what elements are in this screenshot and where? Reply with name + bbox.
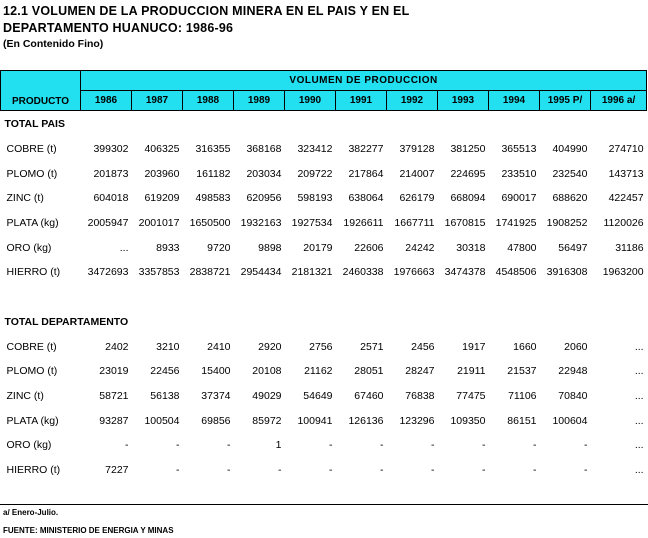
value-cell: 2001017 xyxy=(138,217,180,230)
value-cell: - xyxy=(584,439,588,452)
value-cell: 109350 xyxy=(450,414,486,427)
value-cell: 8933 xyxy=(156,241,180,254)
value-cell: ... xyxy=(634,390,644,403)
header-year: 1986 xyxy=(81,91,132,111)
header-year: 1995 P/ xyxy=(540,91,591,111)
value-cell: 31186 xyxy=(615,241,644,254)
value-cell: - xyxy=(380,463,384,476)
value-cell: 498583 xyxy=(195,192,231,205)
value-cell: 406325 xyxy=(144,143,180,156)
value-cell: 56138 xyxy=(150,390,180,403)
value-cell: 4548506 xyxy=(495,266,537,279)
value-cell: 22606 xyxy=(354,241,384,254)
value-cell: 620956 xyxy=(246,192,282,205)
value-cell: 100941 xyxy=(297,414,333,427)
value-cell: 69856 xyxy=(201,414,231,427)
source-note: FUENTE: MINISTERIO DE ENERGIA Y MINAS xyxy=(3,526,174,535)
header-year: 1990 xyxy=(285,91,336,111)
value-cell: 316355 xyxy=(195,143,231,156)
value-cell: 58721 xyxy=(99,390,129,403)
value-cell: 3210 xyxy=(156,340,180,353)
table-body xyxy=(1,111,647,483)
value-cell: 323412 xyxy=(297,143,333,156)
value-cell: - xyxy=(533,439,537,452)
value-cell: 70840 xyxy=(558,390,588,403)
row-label: HIERRO (t) xyxy=(6,266,61,279)
table-row xyxy=(1,211,647,236)
value-cell: 2571 xyxy=(360,340,384,353)
section-title: TOTAL PAIS xyxy=(4,118,65,130)
row-label: HIERRO (t) xyxy=(6,463,61,476)
value-cell: 1670815 xyxy=(444,217,486,230)
value-cell: - xyxy=(125,439,129,452)
value-cell: - xyxy=(176,439,180,452)
value-cell: 71106 xyxy=(508,390,537,403)
value-cell: 1926611 xyxy=(343,217,384,230)
value-cell: 47800 xyxy=(507,241,537,254)
value-cell: 2954434 xyxy=(240,266,282,279)
value-cell: 404990 xyxy=(552,143,588,156)
value-cell: 626179 xyxy=(399,192,435,205)
value-cell: 3916308 xyxy=(546,266,588,279)
header-year: 1989 xyxy=(234,91,285,111)
value-cell: 20108 xyxy=(252,365,282,378)
value-cell: 688620 xyxy=(552,192,588,205)
value-cell: 54649 xyxy=(303,390,333,403)
value-cell: 93287 xyxy=(99,414,129,427)
title-line-2: DEPARTAMENTO HUANUCO: 1986-96 xyxy=(3,21,234,35)
value-cell: 1120026 xyxy=(603,217,644,230)
value-cell: 2410 xyxy=(207,340,231,353)
row-label: ORO (kg) xyxy=(6,439,52,452)
value-cell: 379128 xyxy=(399,143,435,156)
value-cell: 77475 xyxy=(456,390,486,403)
row-label: ZINC (t) xyxy=(6,390,44,403)
row-label: PLATA (kg) xyxy=(6,217,59,230)
value-cell: 28247 xyxy=(405,365,435,378)
table-header xyxy=(1,71,647,111)
value-cell: 422457 xyxy=(608,192,644,205)
value-cell: - xyxy=(227,439,231,452)
row-label: PLOMO (t) xyxy=(6,167,58,180)
value-cell: 9898 xyxy=(258,241,282,254)
value-cell: 399302 xyxy=(93,143,129,156)
value-cell: 2460338 xyxy=(342,266,384,279)
value-cell: - xyxy=(380,439,384,452)
value-cell: - xyxy=(584,463,588,476)
value-cell: 1917 xyxy=(462,340,486,353)
value-cell: - xyxy=(482,439,486,452)
value-cell: 2456 xyxy=(411,340,435,353)
table-row xyxy=(1,186,647,211)
value-cell: 668094 xyxy=(450,192,486,205)
row-label: ZINC (t) xyxy=(6,192,44,205)
value-cell: 203034 xyxy=(246,167,282,180)
value-cell: 143713 xyxy=(608,167,644,180)
value-cell: 20179 xyxy=(303,241,333,254)
value-cell: 2402 xyxy=(105,340,129,353)
value-cell: 1650500 xyxy=(189,217,231,230)
table-title xyxy=(3,3,409,37)
header-year: 1993 xyxy=(438,91,489,111)
value-cell: 21537 xyxy=(507,365,537,378)
value-cell: 209722 xyxy=(297,167,333,180)
value-cell: 86151 xyxy=(507,414,537,427)
value-cell: 1667711 xyxy=(394,217,435,230)
value-cell: 100604 xyxy=(552,414,588,427)
value-cell: - xyxy=(329,439,333,452)
header-volumen-group: VOLUMEN DE PRODUCCION xyxy=(81,71,647,91)
value-cell: 2838721 xyxy=(189,266,231,279)
value-cell: 1932163 xyxy=(240,217,282,230)
value-cell: 368168 xyxy=(246,143,282,156)
value-cell: 7227 xyxy=(105,463,129,476)
value-cell: - xyxy=(431,463,435,476)
table-row xyxy=(1,408,647,433)
value-cell: ... xyxy=(634,340,644,353)
value-cell: 15400 xyxy=(201,365,231,378)
value-cell: - xyxy=(227,463,231,476)
value-cell: - xyxy=(482,463,486,476)
value-cell: 690017 xyxy=(501,192,537,205)
table-row xyxy=(1,458,647,483)
value-cell: 22948 xyxy=(558,365,588,378)
value-cell: 30318 xyxy=(456,241,486,254)
value-cell: ... xyxy=(634,414,644,427)
header-year: 1991 xyxy=(336,91,387,111)
value-cell: 2756 xyxy=(309,340,333,353)
value-cell: 49029 xyxy=(252,390,282,403)
header-producto: PRODUCTO xyxy=(1,71,81,111)
value-cell: 203960 xyxy=(144,167,180,180)
value-cell: 56497 xyxy=(558,241,588,254)
value-cell: 2181321 xyxy=(291,266,333,279)
value-cell: 123296 xyxy=(399,414,435,427)
value-cell: 619209 xyxy=(144,192,180,205)
table-row xyxy=(1,162,647,187)
header-year: 1992 xyxy=(387,91,438,111)
value-cell: 201873 xyxy=(93,167,129,180)
table-row xyxy=(1,384,647,409)
value-cell: 232540 xyxy=(552,167,588,180)
value-cell: 1976663 xyxy=(393,266,435,279)
table-row xyxy=(1,433,647,458)
value-cell: 1 xyxy=(275,439,282,452)
section-header-row xyxy=(1,309,647,335)
section-title: TOTAL DEPARTAMENTO xyxy=(4,315,129,328)
row-label: ORO (kg) xyxy=(6,241,52,254)
value-cell: 3472693 xyxy=(87,266,129,279)
value-cell: - xyxy=(176,463,180,476)
value-cell: 1963200 xyxy=(602,266,644,279)
footer-rule xyxy=(0,504,648,505)
value-cell: 100504 xyxy=(144,414,180,427)
value-cell: - xyxy=(533,463,537,476)
value-cell: ... xyxy=(119,241,129,254)
value-cell: 9720 xyxy=(207,241,231,254)
value-cell: 382277 xyxy=(348,143,384,156)
value-cell: 233510 xyxy=(501,167,537,180)
value-cell: 21162 xyxy=(304,365,333,378)
value-cell: ... xyxy=(634,439,644,452)
value-cell: 365513 xyxy=(501,143,537,156)
value-cell: 381250 xyxy=(450,143,486,156)
value-cell: 598193 xyxy=(297,192,333,205)
value-cell: 3357853 xyxy=(138,266,180,279)
value-cell: 76838 xyxy=(405,390,435,403)
header-year: 1988 xyxy=(183,91,234,111)
value-cell: 85972 xyxy=(252,414,282,427)
value-cell: 67460 xyxy=(354,390,384,403)
row-label: PLATA (kg) xyxy=(6,414,59,427)
title-line-1: 12.1 VOLUMEN DE LA PRODUCCION MINERA EN EL PAIS Y EN EL xyxy=(3,4,410,18)
value-cell: - xyxy=(431,439,435,452)
value-cell: 24242 xyxy=(405,241,435,254)
table-row xyxy=(1,260,647,285)
value-cell: 21911 xyxy=(457,365,486,378)
row-label: PLOMO (t) xyxy=(6,365,58,378)
row-label: COBRE (t) xyxy=(6,143,57,156)
section-header-row xyxy=(1,111,647,138)
value-cell: ... xyxy=(634,365,644,378)
header-year: 1987 xyxy=(132,91,183,111)
value-cell: 22456 xyxy=(150,365,180,378)
table-row xyxy=(1,235,647,260)
value-cell: 2920 xyxy=(258,340,282,353)
row-label: COBRE (t) xyxy=(6,340,57,353)
value-cell: - xyxy=(329,463,333,476)
value-cell: 28051 xyxy=(354,365,384,378)
header-year: 1994 xyxy=(489,91,540,111)
value-cell: 217864 xyxy=(348,167,384,180)
value-cell: 604018 xyxy=(93,192,129,205)
value-cell: 1927534 xyxy=(291,217,333,230)
value-cell: 3474378 xyxy=(444,266,486,279)
value-cell: 161182 xyxy=(196,167,231,180)
value-cell: ... xyxy=(634,463,644,476)
value-cell: 214007 xyxy=(399,167,435,180)
value-cell: 23019 xyxy=(99,365,129,378)
value-cell: 2005947 xyxy=(87,217,129,230)
value-cell: 2060 xyxy=(564,340,588,353)
production-table xyxy=(0,70,647,482)
table-row xyxy=(1,359,647,384)
section-spacer xyxy=(1,285,647,309)
value-cell: 37374 xyxy=(201,390,231,403)
table-row xyxy=(1,137,647,162)
value-cell: 126136 xyxy=(348,414,384,427)
value-cell: 1660 xyxy=(513,340,537,353)
table-row xyxy=(1,335,647,360)
value-cell: 274710 xyxy=(608,143,644,156)
value-cell: 1908252 xyxy=(546,217,588,230)
value-cell: - xyxy=(278,463,282,476)
value-cell: 638064 xyxy=(348,192,384,205)
table-subtitle: (En Contenido Fino) xyxy=(3,38,104,50)
value-cell: 224695 xyxy=(450,167,486,180)
footnote: a/ Enero-Julio. xyxy=(3,508,59,517)
header-year: 1996 a/ xyxy=(591,91,647,111)
value-cell: 1741925 xyxy=(495,217,537,230)
